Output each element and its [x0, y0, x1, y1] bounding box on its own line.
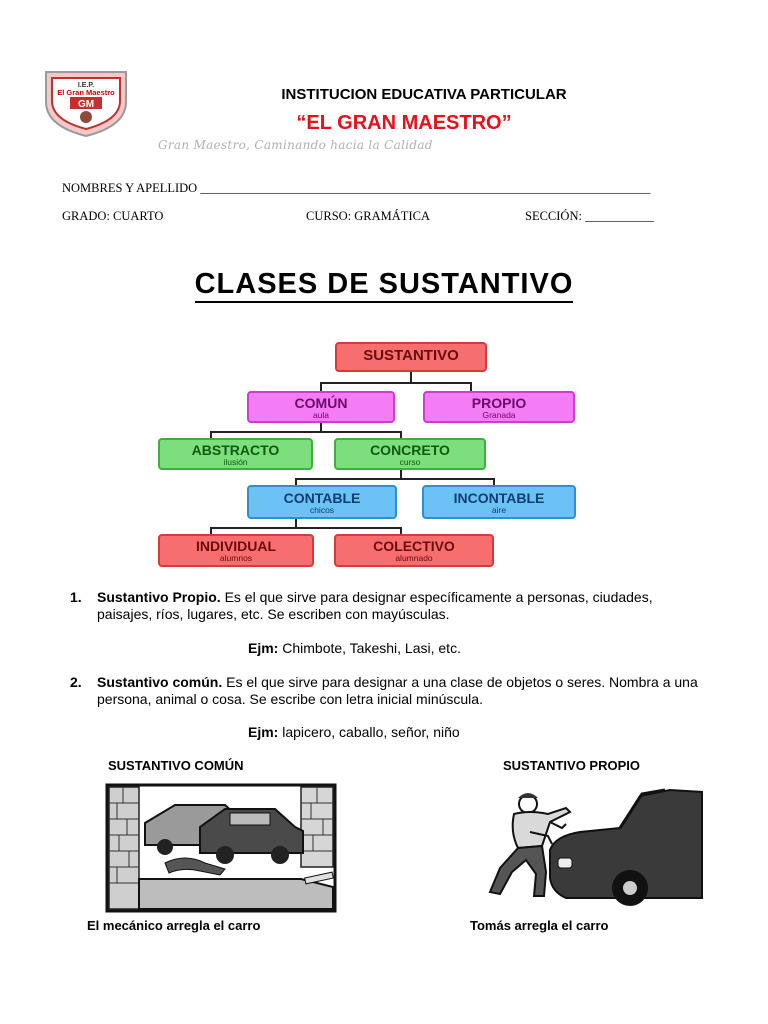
node-example: alumnado	[395, 553, 433, 563]
definition-number: 2.	[70, 674, 82, 690]
connector-line	[320, 382, 472, 384]
example-label: Ejm:	[248, 640, 279, 656]
institution-heading: INSTITUCION EDUCATIVA PARTICULAR	[281, 86, 567, 103]
node-label: PROPIO	[471, 395, 527, 411]
node-colectivo	[334, 534, 494, 567]
node-sustantivo	[335, 342, 487, 372]
logo-name-text: El Gran Maestro	[57, 88, 115, 97]
connector-line	[210, 431, 402, 433]
example-text: Chimbote, Takeshi, Lasi, etc.	[278, 640, 461, 656]
node-concreto	[334, 438, 486, 470]
node-label: CONTABLE	[283, 490, 361, 506]
definition-text	[97, 589, 700, 623]
example-text: lapicero, caballo, señor, niño	[278, 724, 460, 740]
proper-noun-caption: Tomás arregla el carro	[470, 918, 609, 933]
node-contable	[247, 485, 397, 519]
proper-noun-heading: SUSTANTIVO PROPIO	[503, 758, 640, 773]
node-example: aire	[491, 505, 507, 515]
common-noun-caption: El mecánico arregla el carro	[87, 918, 261, 933]
node-example: chicos	[309, 505, 335, 515]
node-example: Granada	[482, 410, 516, 420]
tomas-fixing-car-illustration	[470, 788, 705, 910]
page-title-text: CLASES DE SUSTANTIVO	[195, 268, 574, 303]
example-label: Ejm:	[248, 724, 279, 740]
definition-item	[70, 674, 700, 708]
definition-text	[97, 674, 700, 708]
node-example: alumnos	[219, 553, 253, 563]
page-title	[0, 268, 768, 301]
grade-field: GRADO: CUARTO	[62, 209, 164, 223]
definition-term: Sustantivo común.	[97, 674, 223, 690]
section-field: SECCIÓN: ___________	[525, 209, 654, 223]
school-slogan: Gran Maestro, Caminando hacia la Calidad	[158, 138, 433, 152]
example-line	[248, 640, 461, 656]
course-field: CURSO: GRAMÁTICA	[306, 209, 430, 223]
node-incontable	[422, 485, 576, 519]
noun-classification-diagram	[150, 338, 580, 572]
logo-top-text: I.E.P.	[77, 82, 95, 89]
definition-body: Es el que sirve para designar a una clase de objetos o seres. Nombra a una persona, animal o cosa. Se escribe con letra inicial minúscula.	[97, 674, 698, 707]
common-noun-heading: SUSTANTIVO COMÚN	[108, 758, 244, 773]
definition-term: Sustantivo Propio.	[97, 589, 221, 605]
node-label: ABSTRACTO	[191, 442, 280, 458]
definition-body: Es el que sirve para designar específicamente a personas, ciudades, paisajes, ríos, lugares, etc. Se escriben con mayúsculas.	[97, 589, 653, 622]
node-abstracto	[158, 438, 313, 470]
school-name: “EL GRAN MAESTRO”	[296, 112, 512, 134]
mechanic-pit-illustration	[105, 783, 340, 915]
definition-item	[70, 589, 700, 623]
name-field: NOMBRES Y APELLIDO ________________________________________________________________________	[62, 181, 651, 195]
node-example: curso	[399, 457, 421, 467]
logo-initials: GM	[77, 99, 95, 110]
example-line	[248, 724, 460, 740]
node-label: SUSTANTIVO	[363, 347, 459, 364]
definition-number: 1.	[70, 589, 82, 605]
node-label: CONCRETO	[370, 442, 450, 458]
node-label: COLECTIVO	[373, 538, 455, 554]
node-label: INDIVIDUAL	[195, 538, 277, 554]
connector-line	[210, 527, 402, 529]
node-propio	[423, 391, 575, 423]
node-example: ilusión	[223, 457, 248, 467]
node-comun	[247, 391, 395, 423]
node-individual	[158, 534, 314, 567]
node-label: INCONTABLE	[453, 490, 545, 506]
connector-line	[295, 478, 495, 480]
node-example: aula	[312, 410, 330, 420]
node-label: COMÚN	[294, 395, 348, 411]
